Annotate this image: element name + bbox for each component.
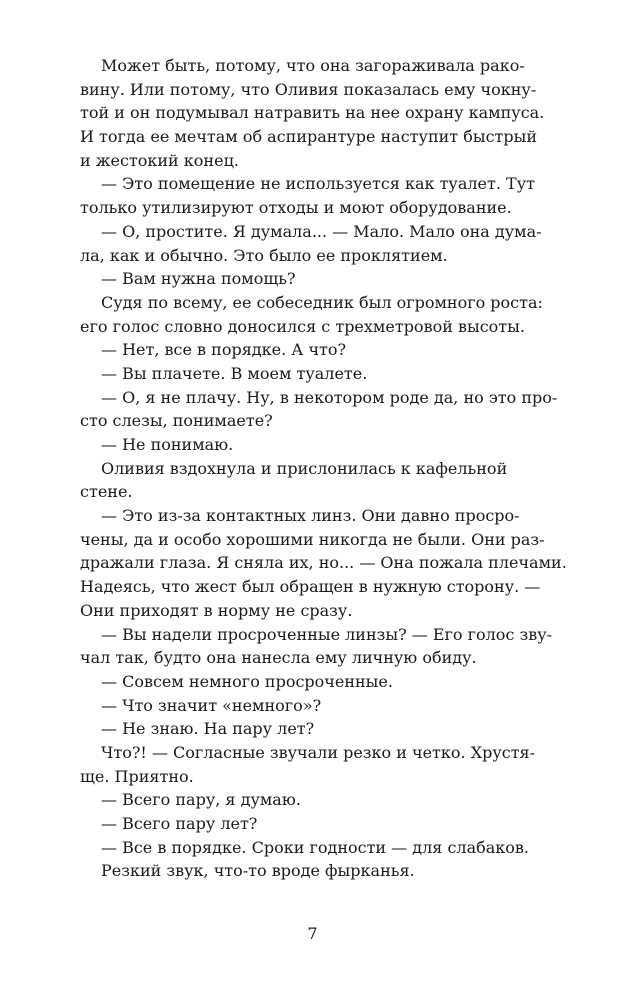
text-line: — Не понимаю. (101, 435, 234, 454)
text-line: — Всего пару, я думаю. (101, 790, 301, 810)
text-line: чены, да и особо хорошими никогда не были. Они раз- (80, 529, 545, 549)
text-line: — Это из-за контактных линз. Они давно просро- (101, 506, 520, 526)
text-line: — Что значит «немного»? (101, 695, 322, 715)
text-line: — Всего пару лет? (101, 814, 258, 833)
text-line: той и он подумывал натравить на нее охрану кампуса. (80, 103, 545, 123)
text-line: только утилизируют отходы и моют оборудование. (80, 198, 512, 218)
text-line: дражали глаза. Я сняла их, но... — Она пожала плечами. (80, 553, 567, 573)
text-line: — Все в порядке. Сроки годности — для слабаков. (101, 837, 530, 857)
text-line: вину. Или потому, что Оливия показалась ему чокну- (80, 79, 537, 99)
text-line: сто слезы, понимаете? (80, 411, 273, 431)
text-line: — Это помещение не используется как туалет. Тут (101, 174, 535, 194)
body-text (80, 54, 567, 883)
text-line: — Нет, все в порядке. А что? (101, 340, 347, 360)
text-line: чал так, будто она нанесла ему личную обиду. (80, 648, 477, 668)
text-line: ла, как и обычно. Это было ее проклятием. (80, 245, 448, 265)
text-line: — Не знаю. На пару лет? (101, 719, 315, 739)
text-line: Оливия вздохнула и прислонилась к кафельной (101, 458, 508, 478)
text-line: — О, простите. Я думала... — Мало. Мало она дума- (101, 221, 542, 241)
text-line: Судя по всему, ее собеседник был огромного роста: (101, 292, 543, 312)
text-line: — Совсем немного просроченные. (101, 671, 393, 691)
text-line: Они приходят в норму не сразу. (80, 600, 353, 620)
text-line: — Вам нужна помощь? (101, 269, 296, 289)
text-line: Резкий звук, что-то вроде фырканья. (101, 861, 415, 881)
text-line: Надеясь, что жест был обращен в нужную сторону. — (80, 577, 541, 597)
text-line: — Вы надели просроченные линзы? — Его голос зву- (101, 624, 553, 644)
text-line: — О, я не плачу. Ну, в некотором роде да, но это про- (101, 387, 558, 407)
text-line: стене. (80, 482, 133, 502)
text-line: его голос словно доносился с трехметровой высоты. (80, 316, 525, 336)
text-line: Что?! — Согласные звучали резко и четко. Хрустя- (101, 742, 536, 762)
text-line: Может быть, потому, что она загораживала рако- (101, 56, 525, 75)
text-line: — Вы плачете. В моем туалете. (101, 363, 368, 383)
page-number: 7 (307, 924, 318, 943)
text-line: и жестокий конец. (80, 150, 239, 170)
text-line: И тогда ее мечтам об аспирантуре наступит быстрый (80, 127, 538, 147)
text-line: ще. Приятно. (80, 766, 194, 786)
